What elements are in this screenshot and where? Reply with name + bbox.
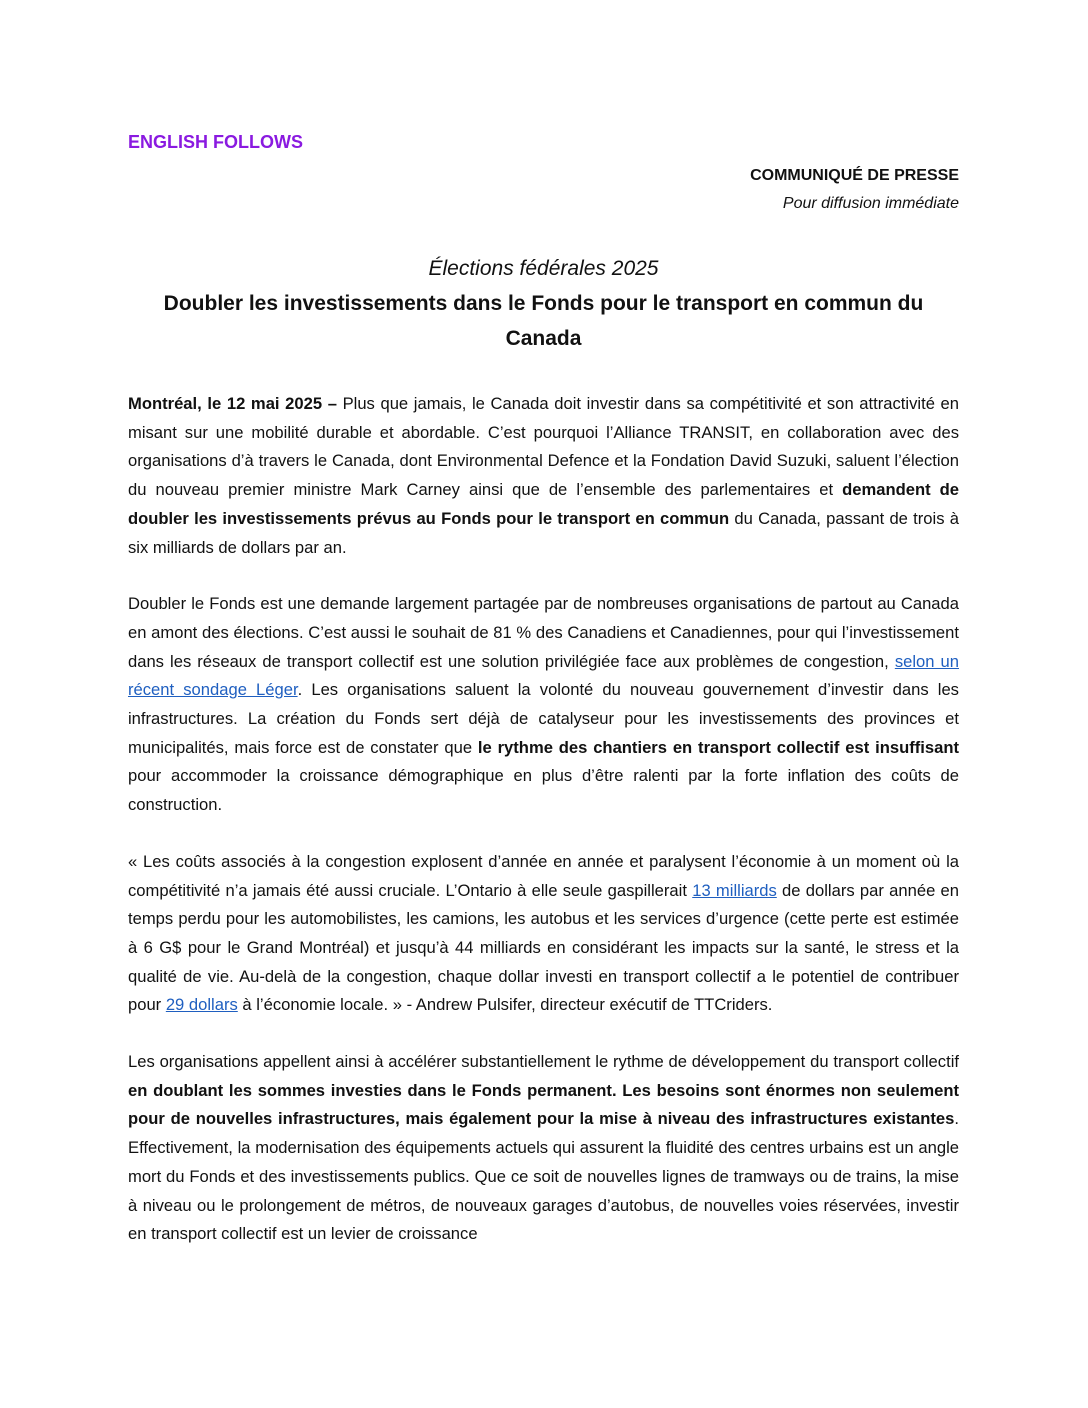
twenty-nine-dollars-link[interactable]: 29 dollars [165, 995, 238, 1015]
paragraph-1-text-b: du Canada, passant de trois à six milliards de dollars par an. [128, 508, 959, 557]
paragraph-3-text-a: « Les coûts associés à la congestion explosent d’année en année et paralysent l’économie à un moment où la compétitivité n’a jamais été aussi cruciale. L’Ontario à elle seule gaspillerait [128, 851, 959, 900]
paragraph-3-text-c: à l’économie locale. » - Andrew Pulsifer, directeur exécutif de TTCriders. [237, 995, 773, 1015]
release-timing: Pour diffusion immédiate [782, 195, 959, 212]
paragraph-3-text-b: de dollars par année en temps perdu pour les automobilistes, les camions, les autobus et les services d’urgence (cette perte est estimée à 6 G$ pour le Grand Montréal) et jusqu’à 44 milliards en considérant les impacts sur la santé, le stress et la qualité de vie. Au-delà de la congestion, chaque dollar investi en transport collectif a le potentiel de contribuer pour [128, 880, 960, 1015]
paragraph-2-text-b: . Les organisations saluent la volonté du nouveau gouvernement d’investir dans les infrastructures. La création du Fonds sert déjà de catalyseur pour les investissements des provinces et municipalités, mais force est de constater que [128, 680, 959, 757]
press-release-label: COMMUNIQUÉ DE PRESSE [750, 167, 959, 184]
paragraph-4-bold: en doublant les sommes investies dans le Fonds permanent. Les besoins sont énormes non seulement pour de nouvelles infrastructures, mais également pour la mise à niveau des infrastructures existantes [128, 1080, 959, 1129]
paragraph-2 [128, 590, 959, 820]
paragraph-1-text-a: Plus que jamais, le Canada doit investir dans sa compétitivité et son attractivité en misant sur une mobilité durable et abordable. C’est pourquoi l’Alliance TRANSIT, en collaboration avec des organisations d’à travers le Canada, dont Environmental Defence et la Fondation David Suzuki, saluent l’élection du nouveau premier ministre Mark Carney ainsi que de l’ensemble des parlementaires et [128, 394, 960, 500]
english-follows-label: ENGLISH FOLLOWS [128, 132, 303, 152]
paragraph-1 [128, 390, 959, 562]
dateline: Montréal, le 12 mai 2025 – [128, 394, 337, 413]
paragraph-2-text-a: Doubler le Fonds est une demande largement partagée par de nombreuses organisations de partout au Canada en amont des élections. C’est aussi le souhait de 81 % des Canadiens et Canadiennes, pour qui l’investissement dans les réseaux de transport collectif est une solution privilégiée face aux problèmes de congestion, [128, 594, 959, 671]
paragraph-1-bold: demandent de doubler les investissements prévus au Fonds pour le transport en commun [128, 480, 959, 528]
paragraph-3 [128, 848, 959, 1020]
paragraph-4 [128, 1048, 959, 1249]
paragraph-4-text-a: Les organisations appellent ainsi à accélérer substantiellement le rythme de développement du transport collectif [128, 1052, 959, 1072]
document-body [128, 128, 959, 1249]
leger-survey-link[interactable]: selon un récent sondage Léger [128, 651, 959, 700]
press-release-header [128, 162, 959, 218]
paragraph-2-text-c: pour accommoder la croissance démographique en plus d’être ralenti par la forte inflation des coûts de construction. [128, 766, 959, 815]
thirteen-billion-link[interactable]: 13 milliards [692, 880, 777, 900]
event-heading: Élections fédérales 2025 [428, 257, 659, 280]
document-title: Doubler les investissements dans le Fonds pour le transport en commun du Canada [163, 292, 924, 350]
paragraph-4-text-b: . Effectivement, la modernisation des équipements actuels qui assurent la fluidité des centres urbains est un angle mort du Fonds et des investissements publics. Que ce soit de nouvelles lignes de tramways ou de trains, la mise à niveau ou le prolongement de métros, de nouveaux garages d’autobus, de nouvelles voies réservées, investir en transport collectif est un levier de croissance [128, 1109, 959, 1244]
paragraph-2-bold: le rythme des chantiers en transport collectif est insuffisant [477, 737, 959, 757]
